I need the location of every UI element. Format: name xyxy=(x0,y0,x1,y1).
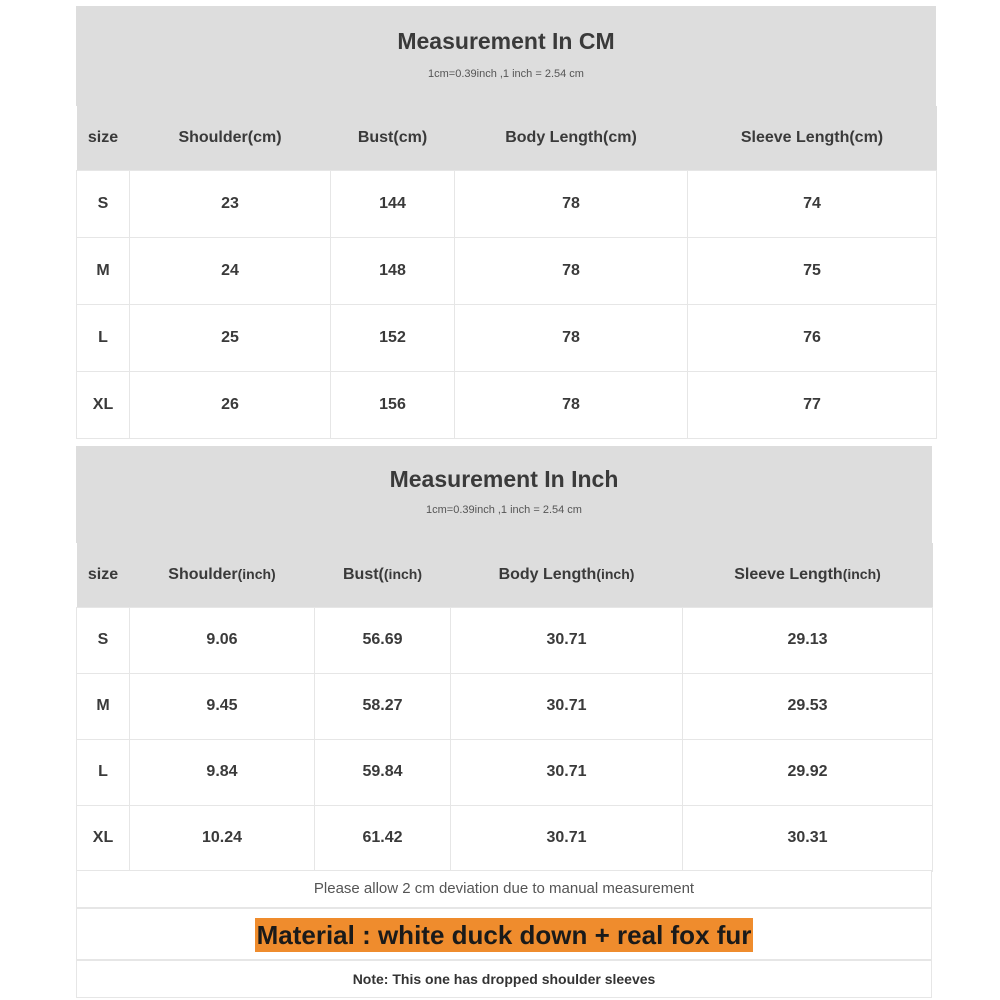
column-header xyxy=(688,106,937,170)
column-header xyxy=(331,106,455,170)
column-header-unit: (inch) xyxy=(383,565,422,582)
table-row xyxy=(77,371,937,438)
table-row xyxy=(77,805,933,871)
cm-chart-title: Measurement In CM xyxy=(397,28,615,54)
table-row xyxy=(77,739,933,805)
measurement-cell: 59.84 xyxy=(315,739,451,805)
table-row xyxy=(77,304,937,371)
column-header xyxy=(315,543,451,607)
inch-chart-header xyxy=(76,446,932,543)
measurement-cell: 148 xyxy=(331,237,455,304)
measurement-cell: 78 xyxy=(455,170,688,237)
measurement-cell: 9.84 xyxy=(130,739,315,805)
size-cell: L xyxy=(77,304,130,371)
column-header xyxy=(77,106,130,170)
column-header-unit: (inch) xyxy=(842,565,881,582)
column-header-label: Body Length xyxy=(498,565,597,583)
material-row xyxy=(76,908,932,960)
column-header-unit: (inch) xyxy=(237,565,276,582)
measurement-cell: 26 xyxy=(130,371,331,438)
measurement-cell: 78 xyxy=(455,237,688,304)
cm-conversion-note: 1cm=0.39inch ,1 inch = 2.54 cm xyxy=(428,68,584,80)
measurement-cell: 25 xyxy=(130,304,331,371)
size-chart-cm xyxy=(76,6,936,446)
measurement-cell: 30.71 xyxy=(451,673,683,739)
size-cell: L xyxy=(77,739,130,805)
column-header-label: size xyxy=(87,565,119,583)
measurement-cell: 23 xyxy=(130,170,331,237)
size-cell: XL xyxy=(77,805,130,871)
measurement-cell: 61.42 xyxy=(315,805,451,871)
measurement-cell: 76 xyxy=(688,304,937,371)
column-header xyxy=(130,106,331,170)
size-cell: M xyxy=(77,673,130,739)
table-row xyxy=(77,237,937,304)
measurement-cell: 156 xyxy=(331,371,455,438)
measurement-cell: 30.31 xyxy=(683,805,933,871)
size-cell: M xyxy=(77,237,130,304)
measurement-cell: 24 xyxy=(130,237,331,304)
cm-chart-header xyxy=(76,6,936,106)
material-label: Material : white duck down + real fox fur xyxy=(256,920,752,950)
measurement-cell: 152 xyxy=(331,304,455,371)
table-row xyxy=(77,673,933,739)
measurement-cell: 75 xyxy=(688,237,937,304)
column-header xyxy=(130,543,315,607)
cm-header-row xyxy=(77,106,937,170)
measurement-cell: 29.92 xyxy=(683,739,933,805)
column-header-label: Shoulder(cm) xyxy=(178,128,282,146)
size-cell: XL xyxy=(77,371,130,438)
size-cell: S xyxy=(77,607,130,673)
inch-conversion-note: 1cm=0.39inch ,1 inch = 2.54 cm xyxy=(426,504,582,516)
measurement-cell: 10.24 xyxy=(130,805,315,871)
measurement-cell: 74 xyxy=(688,170,937,237)
measurement-cell: 78 xyxy=(455,304,688,371)
column-header xyxy=(77,543,130,607)
column-header-label: size xyxy=(87,128,119,146)
measurement-cell: 144 xyxy=(331,170,455,237)
measurement-cell: 30.71 xyxy=(451,739,683,805)
column-header-unit: (inch) xyxy=(596,565,635,582)
measurement-cell: 9.45 xyxy=(130,673,315,739)
column-header xyxy=(683,543,933,607)
measurement-cell: 56.69 xyxy=(315,607,451,673)
column-header-label: Bust( xyxy=(343,565,384,583)
measurement-cell: 30.71 xyxy=(451,607,683,673)
size-cell: S xyxy=(77,170,130,237)
measurement-cell: 29.13 xyxy=(683,607,933,673)
inch-chart-title: Measurement In Inch xyxy=(389,466,619,492)
inch-header-row xyxy=(77,543,933,607)
deviation-note: Please allow 2 cm deviation due to manual measurement xyxy=(76,870,932,908)
column-header-label: Shoulder xyxy=(168,565,238,583)
column-header-label: Bust(cm) xyxy=(357,128,428,146)
measurement-cell: 29.53 xyxy=(683,673,933,739)
table-row xyxy=(77,607,933,673)
cm-table xyxy=(76,106,937,439)
measurement-cell: 77 xyxy=(688,371,937,438)
measurement-cell: 78 xyxy=(455,371,688,438)
table-row xyxy=(77,170,937,237)
column-header-label: Sleeve Length(cm) xyxy=(740,128,884,146)
inch-table xyxy=(76,543,933,872)
measurement-cell: 58.27 xyxy=(315,673,451,739)
column-header xyxy=(451,543,683,607)
measurement-cell: 30.71 xyxy=(451,805,683,871)
measurement-cell: 9.06 xyxy=(130,607,315,673)
sleeve-note: Note: This one has dropped shoulder sleeves xyxy=(76,960,932,998)
column-header-label: Sleeve Length xyxy=(734,565,843,583)
column-header xyxy=(455,106,688,170)
column-header-label: Body Length(cm) xyxy=(505,128,637,146)
